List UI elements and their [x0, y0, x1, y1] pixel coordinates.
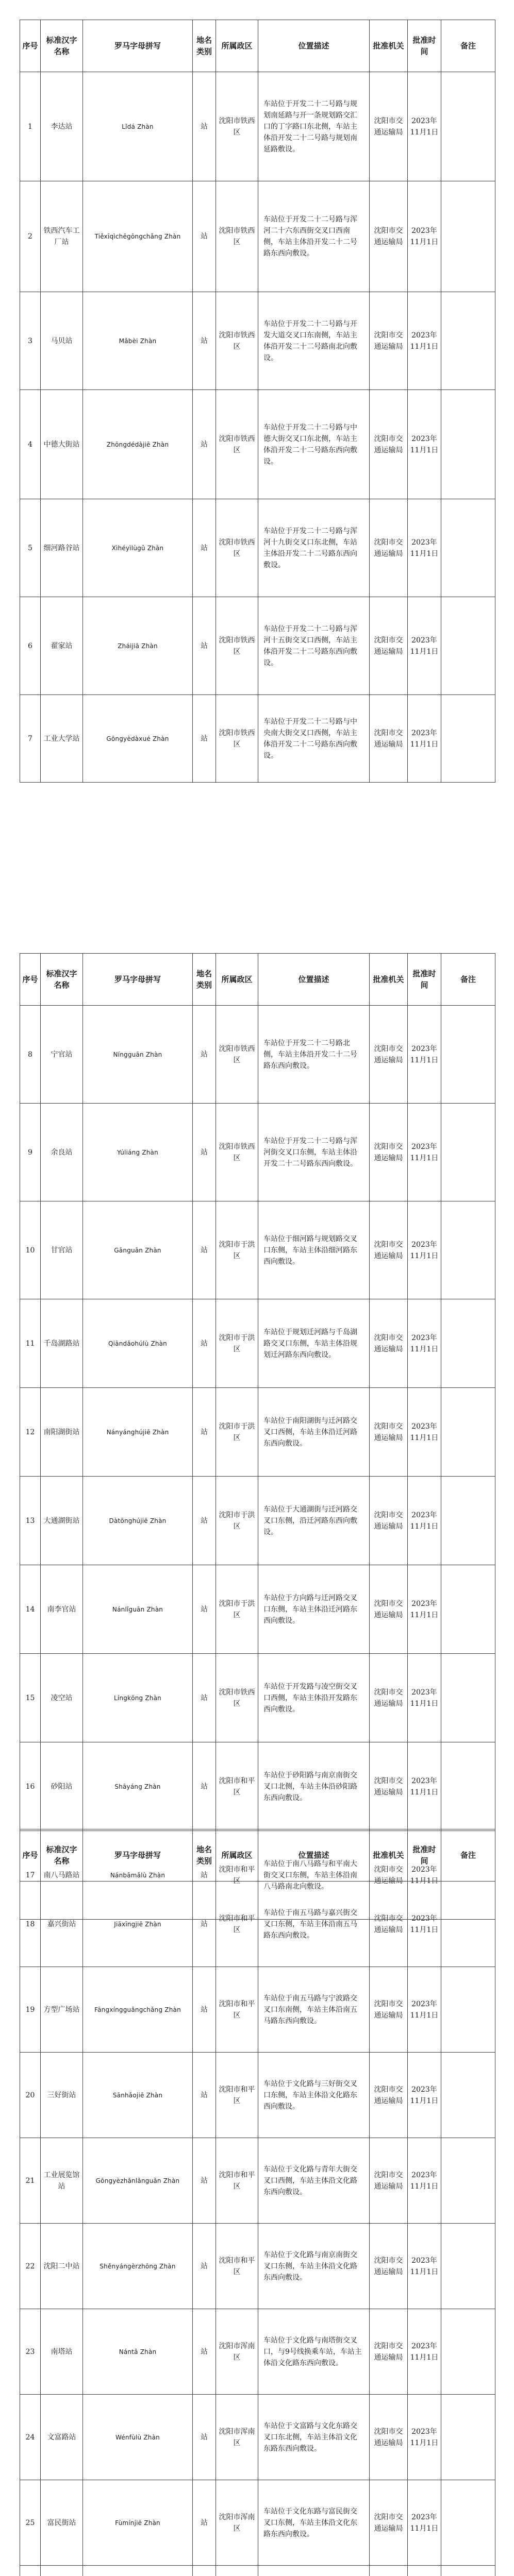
- cell-serial: 25: [20, 2480, 41, 2566]
- cell-location: 车站位于大通湖街与迁河路交叉口东侧，沿迁河路东西向敷设。: [258, 1477, 370, 1565]
- cell-remark: [441, 695, 495, 783]
- cell-district: 沈阳市于洪区: [216, 1201, 258, 1299]
- station-table: [20, 953, 495, 1920]
- table-row: [20, 1006, 495, 1104]
- cell-location: 车站位于开发二十二号路与浑河十九街交叉口东北侧，车站主体沿开发二十二号路东西向敷设。: [258, 499, 370, 597]
- cell-standard-name: 凌空站: [41, 1654, 83, 1742]
- cell-serial: 22: [20, 2224, 41, 2309]
- cell-standard-name: 工业大学站: [41, 695, 83, 783]
- column-header: 备注: [441, 954, 495, 1006]
- column-header: 标准汉字名称: [41, 1829, 83, 1882]
- cell-standard-name: 嘉兴街站: [41, 1882, 83, 1967]
- cell-standard-name: 李达站: [41, 72, 83, 181]
- header-row: [20, 954, 495, 1006]
- header-row: [20, 1829, 495, 1882]
- cell-serial: [20, 2566, 41, 2576]
- cell-location: 车站位于开发二十二号路与浑河十五街交叉口西侧，车站主体沿开发二十二号路东西向敷设。: [258, 597, 370, 695]
- cell-serial: 15: [20, 1654, 41, 1742]
- cell-authority: 沈阳市交通运输局: [370, 2395, 408, 2480]
- cell-location: 车站位于文化路与南塔街交叉口，与9号线换乘车站，车站主体沿文化路东西向敷设。: [258, 2309, 370, 2395]
- cell-category: 站: [193, 390, 216, 499]
- column-header: 罗马字母拼写: [83, 1829, 193, 1882]
- cell-approval-date: 2023年11月1日: [408, 1882, 441, 1967]
- table-row: [20, 2224, 495, 2309]
- cell-category: 站: [193, 1006, 216, 1104]
- cell-approval-date: 2023年11月1日: [408, 390, 441, 499]
- column-header: 批准时间: [408, 20, 441, 72]
- cell-standard-name: 余良站: [41, 1104, 83, 1201]
- station-table: [20, 1829, 495, 2576]
- cell-serial: 21: [20, 2138, 41, 2224]
- cell-standard-name: 千岛湖路站: [41, 1299, 83, 1388]
- cell-serial: 10: [20, 1201, 41, 1299]
- cell-location: 车站位于开发二十二号路与规划南延路与开一条规划路交汇口的丁字路口东北侧，车站主体沿开发二十二号路与规划南延路敷设。: [258, 72, 370, 181]
- cell-serial: 18: [20, 1882, 41, 1967]
- cell-district: 沈阳市浑南区: [216, 2480, 258, 2566]
- column-header: 所属政区: [216, 1829, 258, 1882]
- table-page-2: [20, 953, 495, 1920]
- cell-authority: 沈阳市交通运输局: [370, 2480, 408, 2566]
- cell-district: 沈阳市铁西区: [216, 292, 258, 390]
- column-header: 序号: [20, 954, 41, 1006]
- cell-district: 沈阳市浑南区: [216, 2309, 258, 2395]
- table-row: [20, 72, 495, 181]
- cell-approval-date: 2023年11月1日: [408, 2224, 441, 2309]
- cell-standard-name: 南八马路站: [41, 1831, 83, 1920]
- header-row: [20, 20, 495, 72]
- cell-remark: [441, 2309, 495, 2395]
- cell-remark: [441, 2566, 495, 2576]
- cell-district: 沈阳市和平区: [216, 1882, 258, 1967]
- cell-serial: 16: [20, 1742, 41, 1831]
- table-row: [20, 1388, 495, 1477]
- cell-standard-name: 中德大街站: [41, 390, 83, 499]
- cell-authority: 沈阳市交通运输局: [370, 597, 408, 695]
- cell-romanization: Qiāndǎohúlù Zhàn: [83, 1299, 193, 1388]
- table-row: [20, 292, 495, 390]
- column-header: 位置描述: [258, 954, 370, 1006]
- cell-district: 沈阳市和平区: [216, 1742, 258, 1831]
- cell-serial: 2: [20, 181, 41, 292]
- cell-district: 沈阳市铁西区: [216, 695, 258, 783]
- table-row: [20, 2480, 495, 2566]
- cell-remark: [441, 1967, 495, 2053]
- cell-serial: 1: [20, 72, 41, 181]
- table-body: [20, 72, 495, 783]
- cell-district: [216, 2566, 258, 2576]
- column-header: 标准汉字名称: [41, 20, 83, 72]
- cell-authority: 沈阳市交通运输局: [370, 695, 408, 783]
- column-header: 备注: [441, 20, 495, 72]
- cell-district: 沈阳市铁西区: [216, 1104, 258, 1201]
- table-row: [20, 499, 495, 597]
- cell-romanization: Yúliáng Zhàn: [83, 1104, 193, 1201]
- table-row: [20, 597, 495, 695]
- column-header: 批准时间: [408, 954, 441, 1006]
- cell-remark: [441, 597, 495, 695]
- cell-category: [193, 2566, 216, 2576]
- cell-serial: 9: [20, 1104, 41, 1201]
- table-row: [20, 1654, 495, 1742]
- table-row: [20, 2566, 495, 2576]
- cell-remark: [441, 292, 495, 390]
- cell-romanization: Lǐdá Zhàn: [83, 72, 193, 181]
- table-row: [20, 1477, 495, 1565]
- cell-district: 沈阳市浑南区: [216, 2395, 258, 2480]
- cell-district: 沈阳市于洪区: [216, 1477, 258, 1565]
- cell-location: 车站位于南五马路与嘉兴街交叉口东侧，车站主体沿南五马路东西向敷设。: [258, 1882, 370, 1967]
- cell-remark: [441, 2395, 495, 2480]
- column-header: 标准汉字名称: [41, 954, 83, 1006]
- cell-authority: 沈阳市交通运输局: [370, 1742, 408, 1831]
- cell-category: 站: [193, 72, 216, 181]
- cell-romanization: Shěnyángèrzhōng Zhàn: [83, 2224, 193, 2309]
- cell-district: 沈阳市和平区: [216, 1967, 258, 2053]
- cell-approval-date: 2023年11月1日: [408, 292, 441, 390]
- cell-romanization: Xìhéyìlùgǔ Zhàn: [83, 499, 193, 597]
- cell-approval-date: 2023年11月1日: [408, 499, 441, 597]
- cell-category: 站: [193, 1831, 216, 1920]
- cell-approval-date: 2023年11月1日: [408, 72, 441, 181]
- cell-district: 沈阳市于洪区: [216, 1565, 258, 1654]
- cell-category: 站: [193, 1882, 216, 1967]
- cell-remark: [441, 2053, 495, 2138]
- cell-category: 站: [193, 1388, 216, 1477]
- cell-authority: 沈阳市交通运输局: [370, 2224, 408, 2309]
- cell-location: 车站位于文化路与青年大街交叉口西侧，车站主体沿文化路东西向敷设。: [258, 2138, 370, 2224]
- column-header: 批准机关: [370, 954, 408, 1006]
- cell-romanization: Mǎbèi Zhàn: [83, 292, 193, 390]
- cell-district: 沈阳市于洪区: [216, 1388, 258, 1477]
- table-page-1: [20, 20, 495, 783]
- table-row: [20, 390, 495, 499]
- cell-category: 站: [193, 1654, 216, 1742]
- cell-romanization: Shāyáng Zhàn: [83, 1742, 193, 1831]
- cell-authority: 沈阳市交通运输局: [370, 1201, 408, 1299]
- cell-approval-date: 2023年11月1日: [408, 1742, 441, 1831]
- station-table: [20, 20, 495, 783]
- table-row: [20, 1104, 495, 1201]
- cell-location: 车站位于砂阳路与南京南街交叉口北侧，车站主体沿砂阳路东西向敷设。: [258, 1742, 370, 1831]
- cell-category: 站: [193, 2309, 216, 2395]
- cell-romanization: Gōngyèdàxué Zhàn: [83, 695, 193, 783]
- cell-serial: 4: [20, 390, 41, 499]
- cell-remark: [441, 1104, 495, 1201]
- cell-romanization: [83, 2566, 193, 2576]
- cell-category: 站: [193, 1742, 216, 1831]
- cell-remark: [441, 390, 495, 499]
- cell-romanization: Língkōng Zhàn: [83, 1654, 193, 1742]
- cell-serial: 11: [20, 1299, 41, 1388]
- cell-authority: 沈阳市交通运输局: [370, 2053, 408, 2138]
- cell-district: 沈阳市于洪区: [216, 1299, 258, 1388]
- table-page-3: [20, 1829, 495, 2576]
- cell-approval-date: 2023年11月1日: [408, 597, 441, 695]
- cell-authority: 沈阳市交通运输局: [370, 1967, 408, 2053]
- column-header: 序号: [20, 1829, 41, 1882]
- cell-remark: [441, 1299, 495, 1388]
- cell-approval-date: 2023年11月1日: [408, 1201, 441, 1299]
- cell-category: 站: [193, 181, 216, 292]
- cell-category: 站: [193, 2224, 216, 2309]
- cell-category: 站: [193, 1565, 216, 1654]
- cell-location: 车站位于规划迁河路与千岛湖路交叉口东侧，车站主体沿规划迁河路东西向敷设。: [258, 1299, 370, 1388]
- cell-remark: [441, 2138, 495, 2224]
- cell-category: 站: [193, 2053, 216, 2138]
- cell-serial: 23: [20, 2309, 41, 2395]
- table-row: [20, 2138, 495, 2224]
- cell-district: 沈阳市铁西区: [216, 597, 258, 695]
- cell-remark: [441, 1388, 495, 1477]
- cell-category: 站: [193, 2480, 216, 2566]
- cell-serial: 3: [20, 292, 41, 390]
- cell-romanization: Dàtōnghújiē Zhàn: [83, 1477, 193, 1565]
- cell-standard-name: 宁官站: [41, 1006, 83, 1104]
- column-header: 罗马字母拼写: [83, 20, 193, 72]
- cell-approval-date: 2023年11月1日: [408, 181, 441, 292]
- cell-approval-date: 2023年11月1日: [408, 1299, 441, 1388]
- table-row: [20, 181, 495, 292]
- cell-serial: 13: [20, 1477, 41, 1565]
- cell-category: 站: [193, 597, 216, 695]
- column-header: 批准机关: [370, 1829, 408, 1882]
- cell-district: 沈阳市和平区: [216, 2138, 258, 2224]
- cell-standard-name: 南塔站: [41, 2309, 83, 2395]
- cell-approval-date: [408, 2566, 441, 2576]
- cell-romanization: Gānguān Zhàn: [83, 1201, 193, 1299]
- table-body: [20, 1006, 495, 1920]
- cell-standard-name: 翟家站: [41, 597, 83, 695]
- table-row: [20, 1201, 495, 1299]
- cell-authority: 沈阳市交通运输局: [370, 390, 408, 499]
- cell-approval-date: 2023年11月1日: [408, 2309, 441, 2395]
- cell-location: 车站位于文化路与三好街交叉口东侧，车站主体沿文化路东西向敷设。: [258, 2053, 370, 2138]
- cell-remark: [441, 1654, 495, 1742]
- cell-romanization: Nánlǐguān Zhàn: [83, 1565, 193, 1654]
- cell-approval-date: 2023年11月1日: [408, 1565, 441, 1654]
- cell-standard-name: 沈阳二中站: [41, 2224, 83, 2309]
- cell-standard-name: 方型广场站: [41, 1967, 83, 2053]
- cell-serial: 24: [20, 2395, 41, 2480]
- cell-standard-name: 砂阳站: [41, 1742, 83, 1831]
- cell-authority: 沈阳市交通运输局: [370, 1654, 408, 1742]
- cell-standard-name: 工业展览馆站: [41, 2138, 83, 2224]
- cell-location: 车站位于文化东路与富民街交叉口东侧，车站主体沿文化东路东西向敷设。: [258, 2480, 370, 2566]
- cell-romanization: Zháijiā Zhàn: [83, 597, 193, 695]
- table-row: [20, 2053, 495, 2138]
- cell-serial: 5: [20, 499, 41, 597]
- cell-authority: 沈阳市交通运输局: [370, 1299, 408, 1388]
- table-row: [20, 1565, 495, 1654]
- cell-category: 站: [193, 695, 216, 783]
- cell-district: 沈阳市和平区: [216, 1831, 258, 1920]
- table-row: [20, 2395, 495, 2480]
- cell-remark: [441, 1477, 495, 1565]
- cell-standard-name: 文富路站: [41, 2395, 83, 2480]
- cell-standard-name: 细河路谷站: [41, 499, 83, 597]
- cell-category: 站: [193, 1299, 216, 1388]
- cell-remark: [441, 1882, 495, 1967]
- cell-authority: 沈阳市交通运输局: [370, 72, 408, 181]
- column-header: 所属政区: [216, 20, 258, 72]
- cell-approval-date: 2023年11月1日: [408, 2053, 441, 2138]
- cell-location: 车站位于开发二十二号路与浑河二十六东西街交叉口西南侧，车站主体沿开发二十二号路东西向敷设。: [258, 181, 370, 292]
- column-header: 地名类别: [193, 1829, 216, 1882]
- cell-location: 车站位于开发二十二号路与中央南大街交叉口西侧，车站主体沿开发二十二号路东西向敷设。: [258, 695, 370, 783]
- cell-remark: [441, 1742, 495, 1831]
- cell-location: 车站位于南阳湖街与迁河路交叉口西侧，车站主体沿迁河路东西向敷设。: [258, 1388, 370, 1477]
- cell-romanization: Nánbāmǎlù Zhàn: [83, 1831, 193, 1920]
- cell-serial: 6: [20, 597, 41, 695]
- cell-serial: 7: [20, 695, 41, 783]
- cell-serial: 19: [20, 1967, 41, 2053]
- cell-standard-name: 马贝站: [41, 292, 83, 390]
- cell-standard-name: 南阳湖街站: [41, 1388, 83, 1477]
- cell-standard-name: 南李官站: [41, 1565, 83, 1654]
- cell-location: 车站位于开发二十二号路与中德大街交叉口东北侧，车站主体沿开发二十二号路东西向敷设。: [258, 390, 370, 499]
- cell-romanization: Zhōngdédàjiē Zhàn: [83, 390, 193, 499]
- cell-romanization: Jiāxīngjiē Zhàn: [83, 1882, 193, 1967]
- cell-romanization: Níngguān Zhàn: [83, 1006, 193, 1104]
- cell-remark: [441, 181, 495, 292]
- column-header: 位置描述: [258, 1829, 370, 1882]
- cell-authority: 沈阳市交通运输局: [370, 292, 408, 390]
- cell-standard-name: 三好街站: [41, 2053, 83, 2138]
- cell-standard-name: 富民街站: [41, 2480, 83, 2566]
- cell-district: 沈阳市铁西区: [216, 1006, 258, 1104]
- column-header: 所属政区: [216, 954, 258, 1006]
- cell-approval-date: 2023年11月1日: [408, 1967, 441, 2053]
- column-header: 罗马字母拼写: [83, 954, 193, 1006]
- cell-romanization: Fāngxíngguǎngchǎng Zhàn: [83, 1967, 193, 2053]
- cell-district: 沈阳市铁西区: [216, 72, 258, 181]
- cell-district: 沈阳市铁西区: [216, 181, 258, 292]
- cell-category: 站: [193, 1201, 216, 1299]
- cell-serial: 17: [20, 1831, 41, 1920]
- cell-remark: [441, 2224, 495, 2309]
- cell-authority: 沈阳市交通运输局: [370, 1104, 408, 1201]
- column-header: 备注: [441, 1829, 495, 1882]
- cell-district: 沈阳市铁西区: [216, 1654, 258, 1742]
- cell-category: 站: [193, 1967, 216, 2053]
- cell-serial: 14: [20, 1565, 41, 1654]
- cell-category: 站: [193, 1104, 216, 1201]
- cell-approval-date: 2023年11月1日: [408, 1388, 441, 1477]
- cell-authority: 沈阳市交通运输局: [370, 499, 408, 597]
- cell-location: 车站位于开发二十二号路北侧，车站主体沿开发二十二号路东西向敷设。: [258, 1006, 370, 1104]
- cell-authority: 沈阳市交通运输局: [370, 181, 408, 292]
- table-row: [20, 2309, 495, 2395]
- cell-category: 站: [193, 2138, 216, 2224]
- cell-romanization: Fùmínjiē Zhàn: [83, 2480, 193, 2566]
- cell-location: 车站位于南八马路与和平南大街交叉口东侧，车站主体沿南八马路南北向敷设。: [258, 1831, 370, 1920]
- cell-location: 车站位于细河路与规划路交叉口东侧，车站主体沿细河路东西向敷设。: [258, 1201, 370, 1299]
- cell-authority: 沈阳市交通运输局: [370, 1388, 408, 1477]
- cell-authority: 沈阳市交通运输局: [370, 1477, 408, 1565]
- table-row: [20, 1299, 495, 1388]
- cell-approval-date: 2023年11月1日: [408, 1104, 441, 1201]
- cell-authority: 沈阳市交通运输局: [370, 2309, 408, 2395]
- cell-romanization: Nányánghújiē Zhàn: [83, 1388, 193, 1477]
- cell-location: 车站位于开发二十二号路与开发大道交叉口东南侧，车站主体沿开发二十二号路南北向敷设。: [258, 292, 370, 390]
- cell-serial: 8: [20, 1006, 41, 1104]
- cell-standard-name: 甘官站: [41, 1201, 83, 1299]
- table-row: [20, 1882, 495, 1967]
- cell-location: 车站位于文富路与文化东路交叉口东北侧，车站主体沿文化东路东西向敷设。: [258, 2395, 370, 2480]
- cell-remark: [441, 1565, 495, 1654]
- column-header: 地名类别: [193, 954, 216, 1006]
- cell-romanization: Wénfùlù Zhàn: [83, 2395, 193, 2480]
- column-header: 批准时间: [408, 1829, 441, 1882]
- cell-remark: [441, 72, 495, 181]
- cell-category: 站: [193, 2395, 216, 2480]
- cell-location: [258, 2566, 370, 2576]
- column-header: 位置描述: [258, 20, 370, 72]
- cell-serial: 12: [20, 1388, 41, 1477]
- cell-location: 车站位于方向路与迁河路交叉口东侧，车站主体沿迁河路东西向敷设。: [258, 1565, 370, 1654]
- cell-authority: 沈阳市交通运输局: [370, 1831, 408, 1920]
- cell-approval-date: 2023年11月1日: [408, 1477, 441, 1565]
- cell-district: 沈阳市铁西区: [216, 390, 258, 499]
- cell-category: 站: [193, 499, 216, 597]
- cell-location: 车站位于开发路与凌空街交叉口西侧，车站主体沿开发路东西向敷设。: [258, 1654, 370, 1742]
- cell-approval-date: 2023年11月1日: [408, 1006, 441, 1104]
- table-row: [20, 695, 495, 783]
- cell-location: 车站位于文化路与南京南街交叉口东侧，车站主体沿文化路东西向敷设。: [258, 2224, 370, 2309]
- cell-approval-date: 2023年11月1日: [408, 2138, 441, 2224]
- column-header: 序号: [20, 20, 41, 72]
- cell-authority: 沈阳市交通运输局: [370, 1565, 408, 1654]
- cell-approval-date: 2023年11月1日: [408, 695, 441, 783]
- cell-remark: [441, 2480, 495, 2566]
- cell-romanization: Tiěxīqìchēgōngchǎng Zhàn: [83, 181, 193, 292]
- cell-approval-date: 2023年11月1日: [408, 1654, 441, 1742]
- cell-standard-name: 铁西汽车工厂站: [41, 181, 83, 292]
- cell-category: 站: [193, 292, 216, 390]
- cell-district: 沈阳市铁西区: [216, 499, 258, 597]
- cell-remark: [441, 1201, 495, 1299]
- cell-category: 站: [193, 1477, 216, 1565]
- cell-serial: 20: [20, 2053, 41, 2138]
- cell-romanization: Nántǎ Zhàn: [83, 2309, 193, 2395]
- cell-district: 沈阳市和平区: [216, 2053, 258, 2138]
- cell-authority: 沈阳市交通运输局: [370, 1006, 408, 1104]
- cell-authority: 沈阳市交通运输局: [370, 2138, 408, 2224]
- cell-romanization: Sānhǎojiē Zhàn: [83, 2053, 193, 2138]
- cell-remark: [441, 1006, 495, 1104]
- cell-remark: [441, 499, 495, 597]
- cell-location: 车站位于南五马路与宁波路交叉口东南侧，车站主体沿南五马路东西向敷设。: [258, 1967, 370, 2053]
- table-row: [20, 1967, 495, 2053]
- cell-approval-date: 2023年11月1日: [408, 1831, 441, 1920]
- column-header: 批准机关: [370, 20, 408, 72]
- cell-authority: 沈阳市交通运输局: [370, 1882, 408, 1967]
- cell-location: 车站位于开发二十二号路与浑河街交叉口东侧，车站主体沿开发二十二号路东西向敷设。: [258, 1104, 370, 1201]
- cell-standard-name: 大通湖街站: [41, 1477, 83, 1565]
- cell-district: 沈阳市和平区: [216, 2224, 258, 2309]
- cell-approval-date: 2023年11月1日: [408, 2395, 441, 2480]
- cell-approval-date: 2023年11月1日: [408, 2480, 441, 2566]
- column-header: 地名类别: [193, 20, 216, 72]
- table-row: [20, 1742, 495, 1831]
- cell-standard-name: [41, 2566, 83, 2576]
- cell-authority: [370, 2566, 408, 2576]
- cell-romanization: Gōngyèzhǎnlǎnguǎn Zhàn: [83, 2138, 193, 2224]
- table-body: [20, 1882, 495, 2576]
